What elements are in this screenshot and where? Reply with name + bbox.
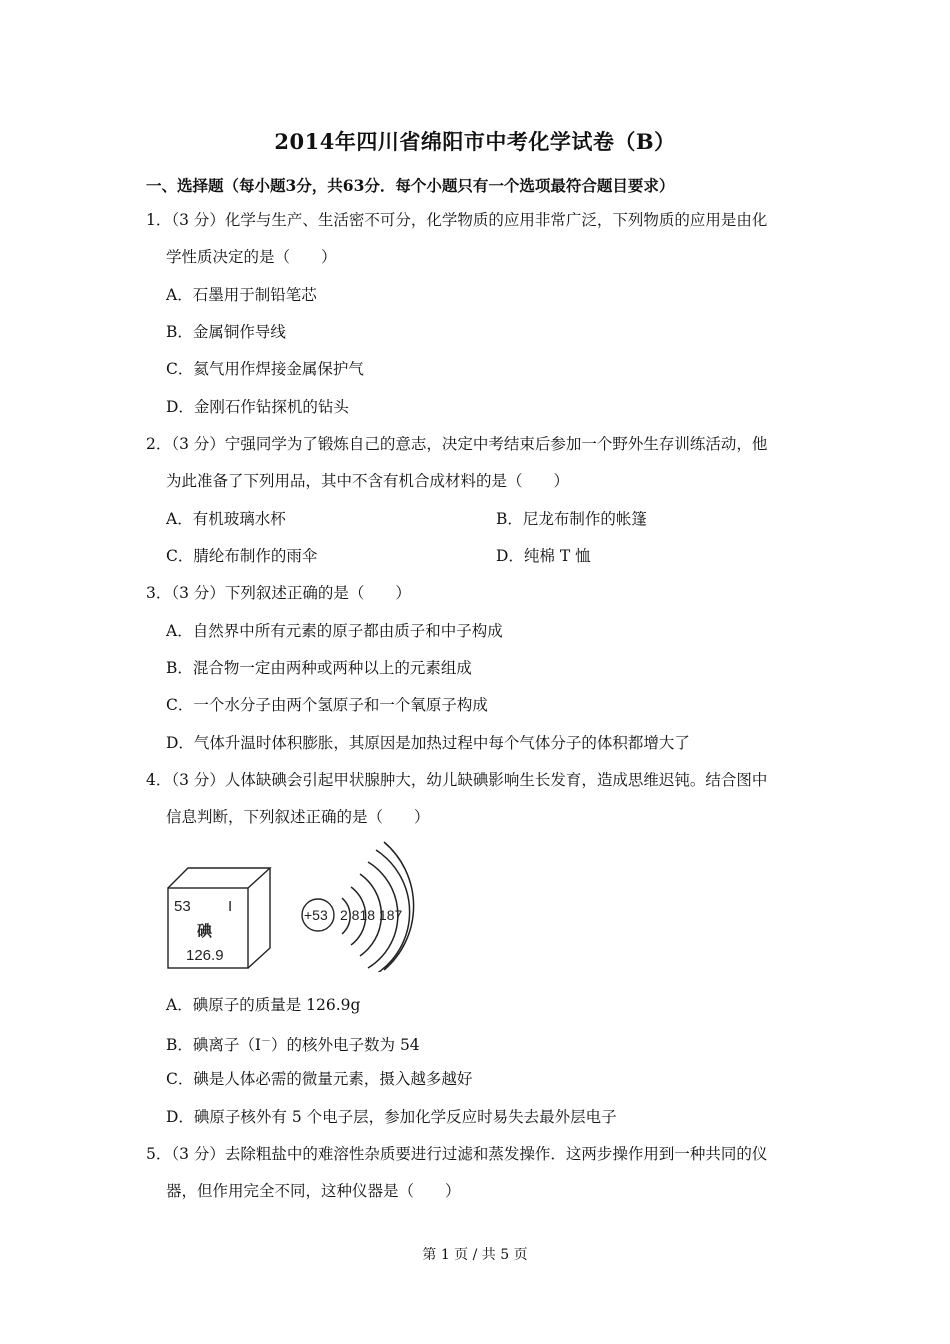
iodine-diagram <box>160 838 430 972</box>
page-title: 2014年四川省绵阳市中考化学试卷（B） <box>274 129 676 154</box>
atomic-mass: 126.9 <box>186 947 224 964</box>
option-b-part-1: B．碘离子（I <box>166 1036 262 1055</box>
question-4-option-b <box>166 1031 420 1056</box>
question-1-option-b: B．金属铜作导线 <box>166 323 286 341</box>
question-5-stem: 5．（3 分）去除粗盐中的难溶性杂质要进行过滤和蒸发操作．这两步操作用到一种共同的仪 <box>146 1145 768 1163</box>
question-3-option-a: A．自然界中所有元素的原子都由质子和中子构成 <box>166 622 503 640</box>
question-2-option-a: A．有机玻璃水杯 <box>166 510 286 528</box>
section-heading: 一、选择题（每小题3分，共63分．每个小题只有一个选项最符合题目要求） <box>146 176 675 195</box>
question-2-option-c: C．腈纶布制作的雨伞 <box>166 547 318 565</box>
atomic-number: 53 <box>174 898 191 915</box>
question-4-option-a: A．碘原子的质量是 126.9g <box>166 996 361 1014</box>
question-1-stem-cont: 学性质决定的是（ ） <box>166 248 337 266</box>
question-3-option-c: C．一个水分子由两个氢原子和一个氧原子构成 <box>166 696 488 714</box>
question-3-stem: 3．（3 分）下列叙述正确的是（ ） <box>146 584 411 602</box>
question-3-option-d: D．气体升温时体积膨胀，其原因是加热过程中每个气体分子的体积都增大了 <box>166 734 690 752</box>
question-1-option-c: C．氦气用作焊接金属保护气 <box>166 360 364 378</box>
question-1-option-a: A．石墨用于制铅笔芯 <box>166 286 317 304</box>
question-4-stem: 4．（3 分）人体缺碘会引起甲状腺肿大，幼儿缺碘影响生长发育，造成思维迟钝。结合图中 <box>146 771 768 789</box>
superscript-minus: － <box>261 1036 272 1047</box>
question-2-stem-cont: 为此准备了下列用品，其中不含有机合成材料的是（ ） <box>166 472 570 490</box>
question-1-stem: 1．（3 分）化学与生产、生活密不可分，化学物质的应用非常广泛，下列物质的应用是由化 <box>146 211 768 229</box>
element-name: 碘 <box>197 922 213 940</box>
question-4-stem-cont: 信息判断，下列叙述正确的是（ ） <box>166 808 430 826</box>
page-footer: 第 1 页 / 共 5 页 <box>422 1247 528 1263</box>
option-b-part-2: ）的核外电子数为 54 <box>271 1036 420 1055</box>
iodine-figure <box>160 838 430 972</box>
question-3-option-b: B．混合物一定由两种或两种以上的元素组成 <box>166 659 472 677</box>
question-1-option-d: D．金刚石作钻探机的钻头 <box>166 398 349 416</box>
question-4-option-d: D．碘原子核外有 5 个电子层，参加化学反应时易失去最外层电子 <box>166 1108 617 1126</box>
nucleus-charge: +53 <box>304 907 328 923</box>
element-symbol: I <box>228 898 233 915</box>
question-2-stem: 2．（3 分）宁强同学为了锻炼自己的意志，决定中考结束后参加一个野外生存训练活动，他 <box>146 435 768 453</box>
question-2-option-b: B．尼龙布制作的帐篷 <box>496 510 647 528</box>
question-4-option-c: C．碘是人体必需的微量元素，摄入越多越好 <box>166 1070 473 1088</box>
question-2-option-d: D．纯棉 T 恤 <box>496 547 591 565</box>
question-5-stem-cont: 器，但作用完全不同，这种仪器是（ ） <box>166 1182 461 1200</box>
shell-electrons: 2 818 187 <box>340 907 403 923</box>
